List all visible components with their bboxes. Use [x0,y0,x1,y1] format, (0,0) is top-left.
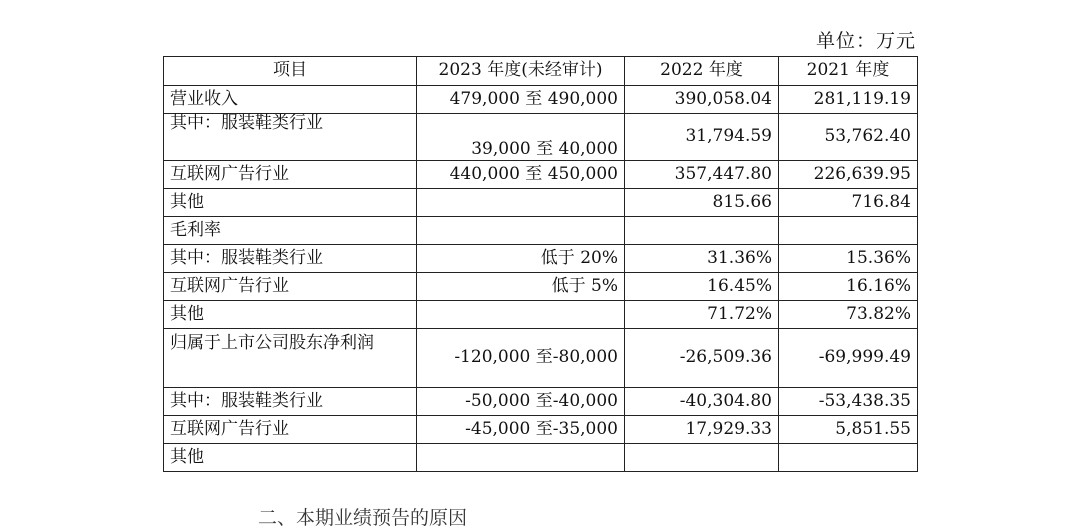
cell-2023 [417,444,625,472]
cell-2021 [779,444,918,472]
cell-2022: 16.45% [625,273,779,301]
cell-2022 [625,444,779,472]
cell-2021 [779,217,918,245]
cell-2021: 5,851.55 [779,416,918,444]
cell-2023: -50,000 至-40,000 [417,388,625,416]
row-label: 互联网广告行业 [164,161,417,189]
cell-2023: -45,000 至-35,000 [417,416,625,444]
cell-2023 [417,217,625,245]
row-label: 其中：服装鞋类行业 [164,245,417,273]
cell-2022: 17,929.33 [625,416,779,444]
cell-2023: -120,000 至-80,000 [417,329,625,388]
cell-2021: -53,438.35 [779,388,918,416]
table-row [164,444,918,472]
cell-2023: 低于 5% [417,273,625,301]
cell-2021: 716.84 [779,189,918,217]
row-label: 互联网广告行业 [164,416,417,444]
cell-2021: -69,999.49 [779,329,918,388]
cell-2021: 16.16% [779,273,918,301]
cell-2022: 31.36% [625,245,779,273]
row-label: 其他 [164,301,417,329]
row-label: 其中：服装鞋类行业 [164,388,417,416]
row-label: 毛利率 [164,217,417,245]
cell-2021: 226,639.95 [779,161,918,189]
cell-2022: -26,509.36 [625,329,779,388]
table-row [164,161,918,189]
header-2023: 2023 年度(未经审计) [417,57,625,86]
row-label: 其他 [164,444,417,472]
table-header-row [164,57,918,86]
cell-2023 [417,189,625,217]
cell-2022: 390,058.04 [625,86,779,114]
cell-2023: 479,000 至 490,000 [417,86,625,114]
cell-2021: 53,762.40 [779,114,918,161]
table-row [164,86,918,114]
cell-2022: -40,304.80 [625,388,779,416]
cell-2022: 815.66 [625,189,779,217]
header-2021: 2021 年度 [779,57,918,86]
cell-2022 [625,217,779,245]
unit-label: 单位：万元 [815,30,916,52]
cell-2023 [417,301,625,329]
cell-2022: 357,447.80 [625,161,779,189]
table-row [164,273,918,301]
table-row [164,217,918,245]
row-label: 营业收入 [164,86,417,114]
table-row [164,189,918,217]
table-row [164,416,918,444]
cell-2022: 31,794.59 [625,114,779,161]
table-row [164,114,918,161]
next-section-heading: 二、本期业绩预告的原因 [258,507,468,529]
cell-2021: 15.36% [779,245,918,273]
table-row [164,301,918,329]
header-item: 项目 [164,57,417,86]
row-label: 其中：服装鞋类行业 [164,114,417,161]
row-label: 归属于上市公司股东净利润 [164,329,417,388]
table-row [164,329,918,388]
header-2022: 2022 年度 [625,57,779,86]
cell-2023: 39,000 至 40,000 [417,114,625,161]
row-label: 其他 [164,189,417,217]
financial-table [163,56,918,472]
cell-2021: 73.82% [779,301,918,329]
cell-2021: 281,119.19 [779,86,918,114]
cell-2023: 低于 20% [417,245,625,273]
cell-2023: 440,000 至 450,000 [417,161,625,189]
cell-2022: 71.72% [625,301,779,329]
table-row [164,388,918,416]
table-row [164,245,918,273]
row-label: 互联网广告行业 [164,273,417,301]
